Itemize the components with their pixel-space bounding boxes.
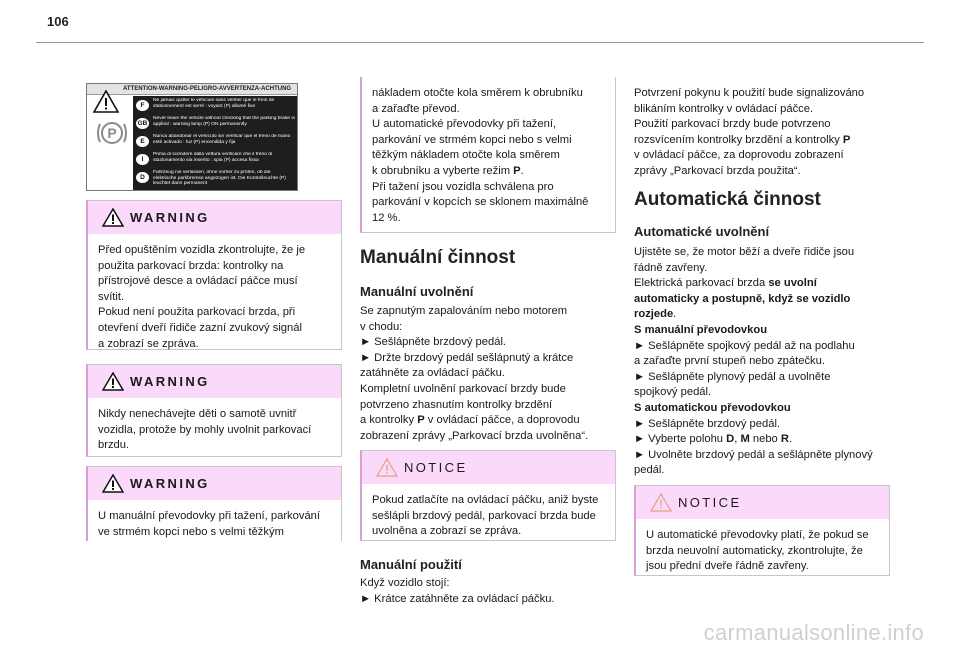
notice-triangle-icon xyxy=(376,458,398,477)
watermark: carmanualsonline.info xyxy=(703,620,924,645)
label-language-panel xyxy=(133,96,297,190)
notice-title: NOTICE xyxy=(404,460,468,475)
label-row: D Fahrzeug nie verlassen, ohne vorher zu prüfen, ob die elektrische parkbremse angezogen ist. Die Kontrolleuchte (P) leuchtet dann permanent xyxy=(133,169,297,187)
notice-text: Pokud zatlačíte na ovládací páčku, aniž byste sešlápli brzdový pedál, parkovací brzda bude uvolněna a zobrazí se zpráva. xyxy=(372,494,599,538)
warning-box-children xyxy=(86,364,342,457)
warning-text: nákladem otočte kola směrem k obrubníku a zařaďte převod. U automatické převodovky při tažení, parkování ve strmém kopci nebo s velmi těžkým nákladem otočte kola směrem k obrubníku a vyberte režim P. Při tažení jsou vozidla schválena pro parkování v kopcích se sklonem maximálně 12 %. xyxy=(372,87,589,224)
parking-brake-warning-label xyxy=(86,83,298,191)
automatic-release-text: Ujistěte se, že motor běží a dveře řidiče jsou řádně zavřeny. Elektrická parkovací brzda se uvolní automaticky a postupně, když se vozidlo rozjede. S manuální převodovkou ► Sešlápněte spojkový pedál až na podlahu a zařaďte první stupeň nebo zpátečku. ► Sešlápněte plynový pedál a uvolněte spojkový pedál. S automatickou převodovkou ► Sešlápněte brzdový pedál. ► Vyberte polohu D, M nebo R. ► Uvolněte brzdový pedál a sešlápněte plynový pedál. xyxy=(634,246,873,477)
warning-text: U manuální převodovky při tažení, parkování ve strmém kopci nebo s velmi těžkým xyxy=(98,510,321,538)
warning-box-towing xyxy=(86,466,342,541)
subsection-title-automatic-release: Automatické uvolnění xyxy=(634,224,770,239)
notice-text: U automatické převodovky platí, že pokud se brzda neuvolní automaticky, zkontrolujte, že jsou přední dveře řádně zavřeny. xyxy=(646,529,869,573)
warning-box-continued xyxy=(360,77,616,233)
subsection-title-manual-use: Manuální použití xyxy=(360,557,462,572)
warning-triangle-icon xyxy=(93,90,119,113)
label-row: GB Never leave the vehicle without checking that the parking brake is applied : warning lamp (P) ON permanently xyxy=(137,116,295,127)
header-rule xyxy=(36,42,924,43)
page-number: 106 xyxy=(47,14,69,29)
label-row: E Nunca abandonar el vehículo sin verificar que el freno de mano esté activado : luz (P) encendida y fija xyxy=(133,133,297,151)
label-header: ATTENTION-WARNING-PELIGRO-AVVERTENZA-ACHTUNG xyxy=(87,84,297,95)
warning-triangle-icon xyxy=(102,372,124,391)
warning-title: WARNING xyxy=(130,476,210,491)
parking-brake-icon xyxy=(95,118,129,148)
warning-triangle-icon xyxy=(102,208,124,227)
section-title-automatic: Automatická činnost xyxy=(634,189,821,210)
language-flag: F xyxy=(136,100,149,111)
language-flag: I xyxy=(136,154,149,165)
manual-release-text: Se zapnutým zapalováním nebo motorem v chodu: ► Sešlápněte brzdový pedál. ► Držte brzdový pedál sešlápnutý a krátce zatáhněte za ovládací páčku. Kompletní uvolnění parkovací brzdy bude potvrzeno zhasnutím kontrolky brzdění a kontrolky P v ovládací páčce, a doprovodu zobrazení zprávy „Parkovací brzda uvolněna“. xyxy=(360,305,589,442)
warning-box-parking-brake xyxy=(86,200,342,350)
section-title-manual: Manuální činnost xyxy=(360,247,516,268)
notice-box-manual xyxy=(360,450,616,541)
warning-text: Nikdy nenechávejte děti o samotě uvnitř vozidla, protože by mohly uvolnit parkovací brzdu. xyxy=(98,408,312,452)
warning-title: WARNING xyxy=(130,210,210,225)
warning-title: WARNING xyxy=(130,374,210,389)
language-flag: GB xyxy=(137,120,148,127)
notice-box-automatic xyxy=(634,485,890,576)
apply-confirmation-text: Potvrzení pokynu k použití bude signalizováno blikáním kontrolky v ovládací páčce. Použití parkovací brzdy bude potvrzeno rozsvícením kontrolky brzdění a kontrolky P v ovládací páčce, za doprovodu zobrazení zprávy „Parkovací brzda použita“. xyxy=(634,87,865,177)
subsection-title-manual-release: Manuální uvolnění xyxy=(360,284,474,299)
warning-triangle-icon xyxy=(102,474,124,493)
label-row: F Ne jamais quitter le véhicule sans vérifier que le frein de stationnement est serré : voyant (P) allumé fixe xyxy=(133,97,297,115)
notice-triangle-icon xyxy=(650,493,672,512)
notice-title: NOTICE xyxy=(678,495,742,510)
language-flag: E xyxy=(136,136,149,147)
manual-use-text: Když vozidlo stojí: ► Krátce zatáhněte za ovládací páčku. xyxy=(360,577,555,605)
svg-text:P: P xyxy=(107,125,117,141)
warning-text: Před opuštěním vozidla zkontrolujte, že je použita parkovací brzda: kontrolky na přístrojové desce a ovládací páčce musí svítit. Pokud není použita parkovací brzda, při otevření dveří řidiče zazní zvukový signál a zobrazí se zpráva. xyxy=(98,244,306,350)
label-row: I Prima di scendere dalla vettura verificare che il freno di stazionamento sia inserito : spia (P) accesa fissa xyxy=(133,151,297,169)
language-flag: D xyxy=(136,172,149,183)
